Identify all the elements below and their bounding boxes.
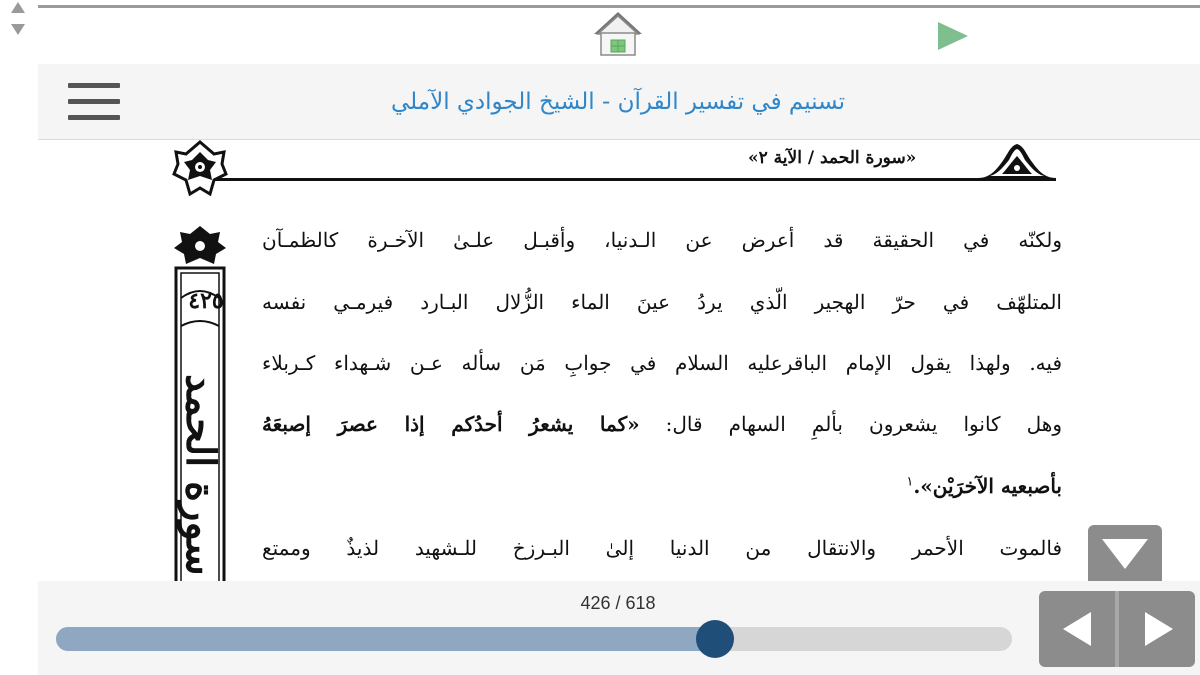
- text-line-4-quote: «كما يشعرُ أحدُكم إذا عصرَ إصبعَهُ: [262, 412, 640, 436]
- scroll-arrows[interactable]: [8, 0, 28, 40]
- home-button[interactable]: [592, 10, 644, 58]
- previous-page-button[interactable]: [1039, 591, 1115, 667]
- top-toolbar: [0, 0, 1200, 64]
- surah-header: «سورة الحمد / الآية ٢»: [748, 148, 917, 168]
- page-viewer[interactable]: [38, 140, 1164, 581]
- hamburger-menu-button[interactable]: [68, 83, 120, 121]
- footnote-marker[interactable]: ١: [906, 474, 914, 490]
- text-line-4: [262, 412, 1062, 436]
- book-title: تسنيم في تفسير القرآن - الشيخ الجوادي الآملي: [390, 89, 845, 115]
- corner-ornament: [172, 140, 228, 204]
- next-page-button[interactable]: [1119, 591, 1195, 667]
- scroll-down-button[interactable]: [1088, 525, 1162, 585]
- page-nav-buttons: [1039, 591, 1195, 667]
- text-line-6: فالموت الأحمر والانتقال من الدنيا إلىٰ البـرزخ للـشهيد لذيذٌ وممتع: [262, 536, 1062, 560]
- header-ornament: [976, 142, 1058, 182]
- page-slider-fill: [56, 627, 715, 651]
- bottom-navigation-bar: [38, 581, 1200, 675]
- hamburger-menu-icon: [68, 83, 120, 88]
- title-bar: [38, 64, 1200, 140]
- hamburger-line: [68, 99, 120, 104]
- text-line-2: المتلهّف في حرّ الهجير الّذي يردُ عينَ الماء الزُّلال البـارد فيرمـي نفسه: [262, 290, 1062, 314]
- text-line-1: ولكنّه في الحقيقة قد أعرض عن الـدنيا، وأقبـل علـىٰ الآخـرة كالظمـآن: [262, 228, 1062, 252]
- hamburger-line: [68, 115, 120, 120]
- caret-down-icon[interactable]: [11, 24, 25, 35]
- text-line-5-quote: بأصبعيه الآخرَيْن».: [913, 474, 1062, 498]
- caret-up-icon[interactable]: [11, 2, 25, 13]
- play-icon: [932, 20, 972, 52]
- triangle-right-icon: [1145, 612, 1173, 646]
- play-button[interactable]: [932, 20, 972, 52]
- triangle-left-icon: [1063, 612, 1091, 646]
- side-title-box: [158, 374, 242, 581]
- page-slider-thumb[interactable]: [696, 620, 734, 658]
- header-rule: [214, 178, 1056, 181]
- side-surah-title: سورة الحمد: [177, 374, 224, 576]
- page-number: ٤٢٥: [188, 288, 224, 314]
- page-slider[interactable]: [56, 627, 1012, 651]
- page-counter: 426 / 618: [580, 593, 656, 613]
- top-divider: [38, 5, 1200, 8]
- home-icon: [592, 10, 644, 58]
- scanned-page: [38, 140, 1164, 581]
- text-line-5: [262, 474, 1062, 498]
- triangle-down-icon: [1102, 539, 1148, 569]
- text-line-3: فيه. ولهذا يقول الإمام الباقرعليه السلام في جوابِ مَن سأله عـن شـهداء كـربلاء: [262, 351, 1062, 375]
- text-line-4-plain: وهل كانوا يشعرون بألمِ السهام قال:: [639, 412, 1062, 436]
